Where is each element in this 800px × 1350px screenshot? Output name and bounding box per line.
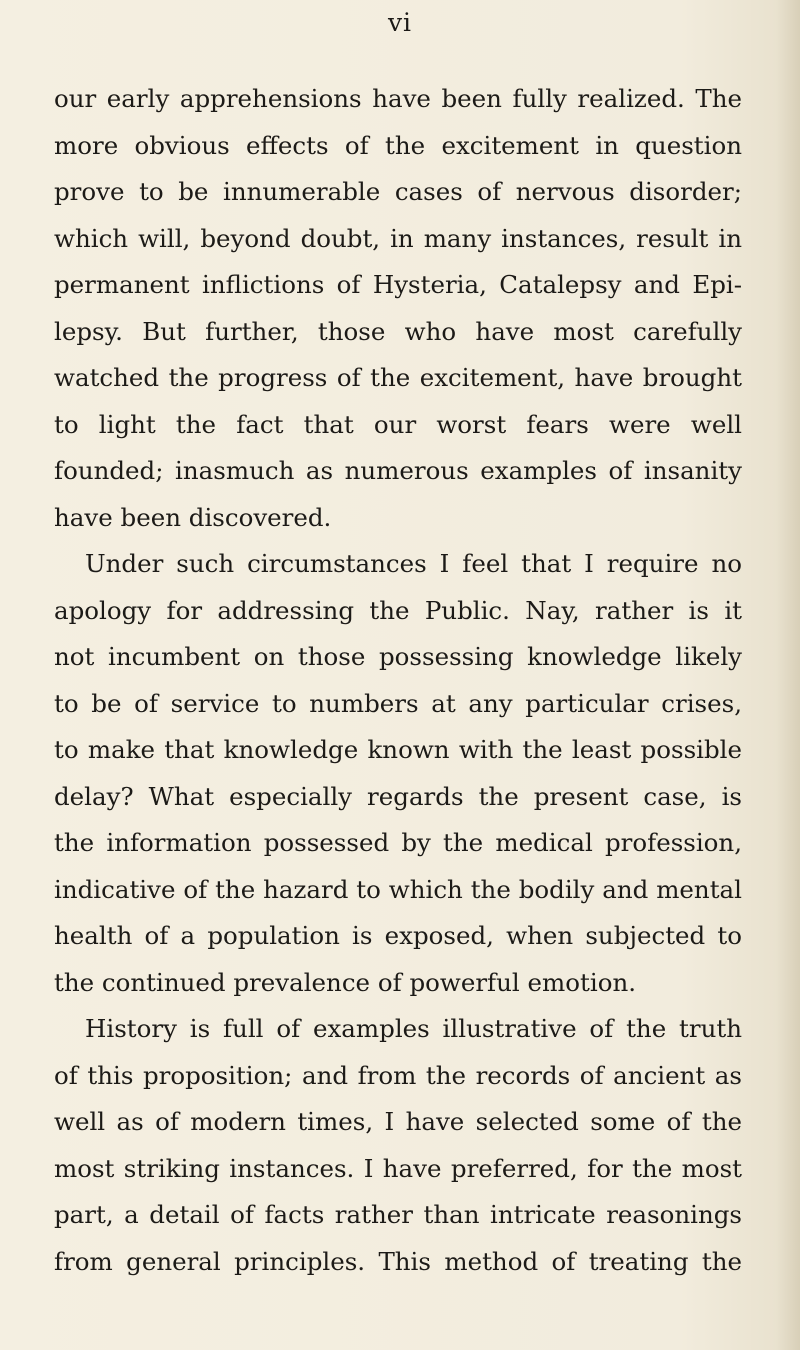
text-line: well as of modern times, I have selected some of the: [54, 1107, 742, 1136]
text-line: indicative of the hazard to which the bodily and mental: [54, 874, 742, 904]
text-line: the information possessed by the medical profession,: [54, 828, 742, 857]
paragraph-start-line: History is full of examples illustrative of the truth: [85, 1014, 742, 1043]
text-line: of this proposition; and from the records of ancient as: [54, 1060, 742, 1090]
paragraph-end-line: the continued prevalence of powerful emotion.: [54, 967, 637, 997]
text-line: which will, beyond doubt, in many instances, result in: [54, 223, 742, 253]
text-line: to be of service to numbers at any particular crises,: [54, 688, 742, 718]
text-line: not incumbent on those possessing knowledge likely: [54, 642, 742, 671]
text-line: watched the progress of the excitement, have brought: [54, 363, 742, 392]
text-line: most striking instances. I have preferred, for the most: [54, 1153, 742, 1183]
text-line: lepsy. But further, those who have most carefully: [54, 316, 742, 346]
text-line: part, a detail of facts rather than intricate reasonings: [54, 1200, 742, 1229]
text-line: prove to be innumerable cases of nervous disorder;: [54, 177, 742, 206]
text-line: our early apprehensions have been fully realized. The: [54, 84, 742, 113]
text-line: delay? What especially regards the present case, is: [54, 781, 742, 811]
text-line: health of a population is exposed, when subjected to: [54, 921, 742, 950]
text-line: to make that knowledge known with the least possible: [54, 735, 742, 764]
text-line: from general principles. This method of treating the: [54, 1246, 742, 1276]
text-line: permanent inflictions of Hysteria, Catalepsy and Epi-: [54, 270, 742, 299]
paragraph-start-line: Under such circumstances I feel that I require no: [85, 549, 742, 578]
text-line: to light the fact that our worst fears were well: [54, 409, 742, 439]
text-line: founded; inasmuch as numerous examples of insanity: [54, 456, 742, 485]
body-text: [54, 76, 742, 1285]
page-number: vi: [387, 8, 413, 37]
paragraph-end-line: have been discovered.: [54, 502, 332, 532]
text-line: more obvious effects of the excitement in question: [54, 130, 742, 160]
text-line: apology for addressing the Public. Nay, rather is it: [54, 595, 742, 625]
